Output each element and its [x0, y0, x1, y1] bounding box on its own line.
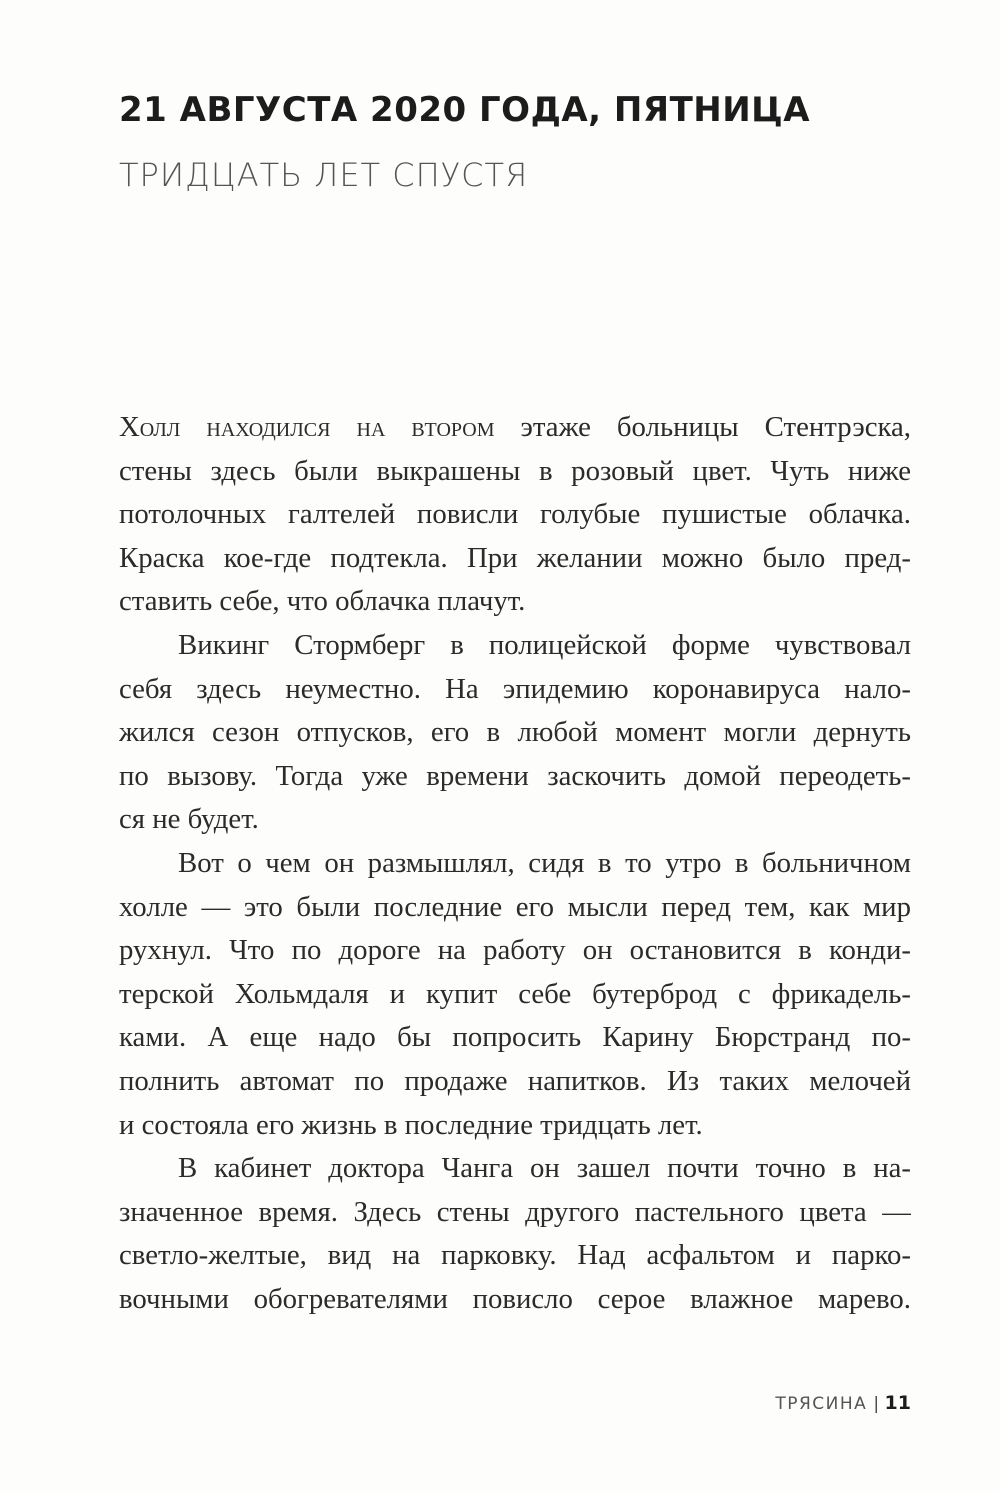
text-line: терской Хольмдаля и купит себе бутерброд с фрикадель- — [119, 977, 911, 1010]
lead-in-smallcaps: Холл находился на втором — [119, 411, 495, 443]
text-line: Вот о чем он размышлял, сидя в то утро в больничном — [178, 846, 911, 879]
text-line: В кабинет доктора Чанга он зашел почти точно в на- — [178, 1152, 911, 1185]
footer-separator: | — [873, 1394, 881, 1414]
text-line: себя здесь неуместно. На эпидемию коронавируса нало- — [119, 672, 911, 705]
text-line: жился сезон отпусков, его в любой момент могли дернуть — [119, 716, 911, 749]
text-line: холле — это были последние его мысли перед тем, как мир — [119, 890, 911, 923]
text-line — [119, 406, 911, 450]
line-text: этаже больницы Стентрэска, — [494, 411, 911, 443]
text-line: и состояла его жизнь в последние тридцать лет. — [119, 1108, 703, 1141]
text-line: вочными обогревателями повисло серое влажное марево. — [119, 1282, 911, 1315]
text-line: Краска кое-где подтекла. При желании можно было пред- — [119, 541, 911, 574]
text-line: стены здесь были выкрашены в розовый цвет. Чуть ниже — [119, 454, 911, 487]
text-line: ся не будет. — [119, 803, 259, 836]
chapter-date-heading: 21 АВГУСТА 2020 ГОДА, ПЯТНИЦА — [119, 90, 811, 130]
paragraph-3 — [119, 842, 911, 1147]
running-book-title: ТРЯСИНА — [775, 1394, 868, 1414]
paragraph-4 — [119, 1147, 911, 1321]
text-line: рухнул. Что по дороге на работу он остановится в конди- — [119, 934, 911, 967]
text-line: полнить автомат по продаже напитков. Из таких мелочей — [119, 1064, 911, 1097]
paragraph-1 — [119, 406, 911, 624]
text-line: ставить себе, что облачка плачут. — [119, 585, 526, 618]
page-footer — [775, 1392, 911, 1414]
chapter-subtitle: ТРИДЦАТЬ ЛЕТ СПУСТЯ — [119, 156, 529, 194]
text-line: потолочных галтелей повисли голубые пушистые облачка. — [119, 498, 911, 531]
body-text — [119, 406, 911, 1321]
text-line: Викинг Стормберг в полицейской форме чувствовал — [178, 628, 911, 661]
text-line: светло-желтые, вид на парковку. Над асфальтом и парко- — [119, 1239, 911, 1272]
page-number: 11 — [884, 1392, 911, 1414]
paragraph-2 — [119, 624, 911, 842]
text-line: по вызову. Тогда уже времени заскочить домой переодеть- — [119, 759, 911, 792]
text-line: значенное время. Здесь стены другого пастельного цвета — — [119, 1195, 911, 1228]
text-line: ками. А еще надо бы попросить Карину Бюрстранд по- — [119, 1021, 911, 1054]
